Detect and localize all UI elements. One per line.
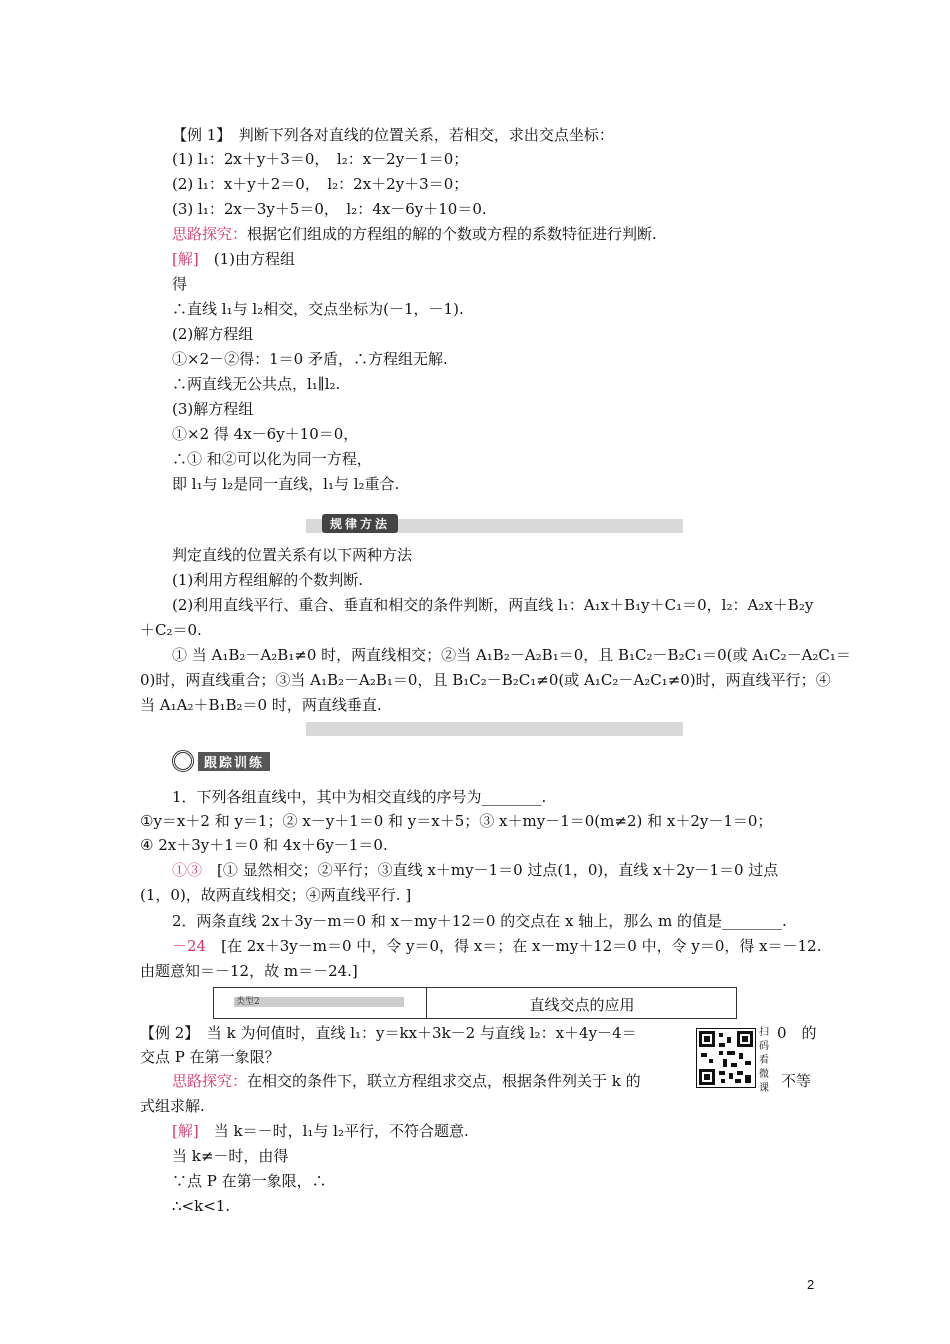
ex2-solution-1: [解] 当 k＝－时，l₁与 l₂平行，不符合题意.: [172, 1122, 469, 1140]
type-title: 直线交点的应用: [529, 996, 635, 1014]
ex2-thinking-label: 思路探究：: [172, 1072, 248, 1090]
target-icon: [172, 750, 194, 772]
method-line-2: (1)利用方程组解的个数判断.: [172, 571, 364, 589]
q2-explanation-2: 由题意知＝－12，故 m＝－24.]: [140, 962, 358, 980]
solution-line-1: [解] (1)由方程组: [172, 250, 295, 268]
ex2-solution-4: ∴<k<1.: [172, 1197, 231, 1215]
example1-pair1: (1) l₁：2x＋y＋3＝0， l₂：x－2y－1＝0；: [172, 150, 469, 168]
tracking-header: [172, 750, 292, 772]
q2-answer-line: －24 [在 2x＋3y－m＝0 中，令 y＝0，得 x＝；在 x－my＋12＝0 中，令 y＝0，得 x＝－12.: [172, 937, 822, 955]
method-end-divider: [306, 722, 683, 736]
example1-pair3: (3) l₁：2x－3y＋5＝0， l₂：4x－6y＋10＝0.: [172, 200, 487, 218]
qr-code-icon[interactable]: [696, 1028, 756, 1088]
solution-line-5: ①×2－②得：1＝0 矛盾，∴方程组无解.: [172, 350, 448, 368]
type-tag-cell: [214, 988, 427, 1018]
type-tag: 类型2: [236, 997, 260, 1007]
q1-stem: 1．下列各组直线中，其中为相交直线的序号为________.: [172, 788, 547, 806]
q2-answer: －24: [172, 937, 207, 955]
example1-pair2: (2) l₁：x＋y＋2＝0， l₂：2x＋2y＋3＝0；: [172, 175, 469, 193]
ex2-solution-3: ∵点 P 在第一象限，∴: [172, 1172, 327, 1190]
solution-line-3: ∴直线 l₁与 l₂相交，交点坐标为(－1，－1).: [172, 300, 464, 318]
q1-options-2: ④ 2x＋3y＋1＝0 和 4x＋6y－1＝0.: [140, 836, 388, 854]
method-line-5: ① 当 A₁B₂－A₂B₁≠0 时，两直线相交；②当 A₁B₂－A₂B₁＝0，且 B₁C₂－B₂C₁＝0(或 A₁C₂－A₂C₁＝: [172, 646, 851, 664]
method-line-6: 0)时，两直线重合；③当 A₁B₂－A₂B₁＝0，且 B₁C₂－B₂C₁≠0(或 A₁C₂－A₂C₁≠0)时，两直线平行；④: [140, 671, 831, 689]
solution-line-9: ∴① 和②可以化为同一方程，: [172, 450, 372, 468]
type-header-table: [213, 987, 737, 1019]
solution-line-2: 得: [172, 275, 188, 293]
solution-line-8: ①×2 得 4x－6y＋10＝0，: [172, 425, 359, 443]
q1-options-1: ①y＝x＋2 和 y＝1；② x－y＋1＝0 和 y＝x＋5；③ x＋my－1＝0(m≠2) 和 x＋2y－1＝0；: [140, 812, 773, 830]
example1-thinking: [172, 225, 657, 243]
solution-line-6: ∴两直线无公共点，l₁∥l₂.: [172, 375, 341, 393]
example2-thinking-end: 不等: [781, 1072, 812, 1090]
example2-line1-end: 0 的: [777, 1024, 817, 1042]
q1-answer: ①③: [172, 861, 203, 879]
example1-title: 【例 1】 判断下列各对直线的位置关系，若相交，求出交点坐标：: [172, 126, 614, 144]
method-line-7: 当 A₁A₂＋B₁B₂＝0 时，两直线垂直.: [140, 696, 382, 714]
method-line-1: 判定直线的位置关系有以下两种方法: [172, 546, 413, 564]
method-badge: 规律方法: [322, 514, 398, 533]
thinking-label: 思路探究：: [172, 225, 248, 243]
solution-line-4: (2)解方程组: [172, 325, 254, 343]
solution-line-10: 即 l₁与 l₂是同一直线，l₁与 l₂重合.: [172, 475, 400, 493]
ex2-solution-label: [解]: [172, 1122, 199, 1140]
method-line-4: ＋C₂＝0.: [140, 621, 202, 639]
thinking-text: 根据它们组成的方程组的解的个数或方程的系数特征进行判断.: [247, 225, 657, 243]
qr-caption: 扫码看微课: [759, 1027, 769, 1094]
page-number: 2: [807, 1277, 815, 1292]
solution-line-7: (3)解方程组: [172, 400, 254, 418]
example2-line1: 【例 2】 当 k 为何值时，直线 l₁：y＝kx＋3k－2 与直线 l₂：x＋4y－4＝: [140, 1024, 637, 1042]
method-line-3: (2)利用直线平行、重合、垂直和相交的条件判断，两直线 l₁：A₁x＋B₁y＋C₁＝0，l₂：A₂x＋B₂y: [172, 596, 814, 614]
q1-explanation-2: (1，0)，故两直线相交；④两直线平行. ]: [140, 886, 412, 904]
q1-answer-line: ①③ [① 显然相交；②平行；③直线 x＋my－1＝0 过点(1，0)，直线 x＋2y－1＝0 过点: [172, 861, 779, 879]
example2-thinking: 思路探究：在相交的条件下，联立方程组求交点，根据条件列关于 k 的: [172, 1072, 641, 1090]
ex2-solution-2: 当 k≠－时，由得: [172, 1147, 289, 1165]
example2-thinking-2: 式组求解.: [140, 1097, 205, 1115]
example2-line2: 交点 P 在第一象限？: [140, 1048, 280, 1066]
solution-label: [解]: [172, 250, 199, 268]
q2-stem: 2．两条直线 2x＋3y－m＝0 和 x－my＋12＝0 的交点在 x 轴上，那么 m 的值是________.: [172, 912, 787, 930]
tracking-label: 跟踪训练: [198, 752, 270, 771]
